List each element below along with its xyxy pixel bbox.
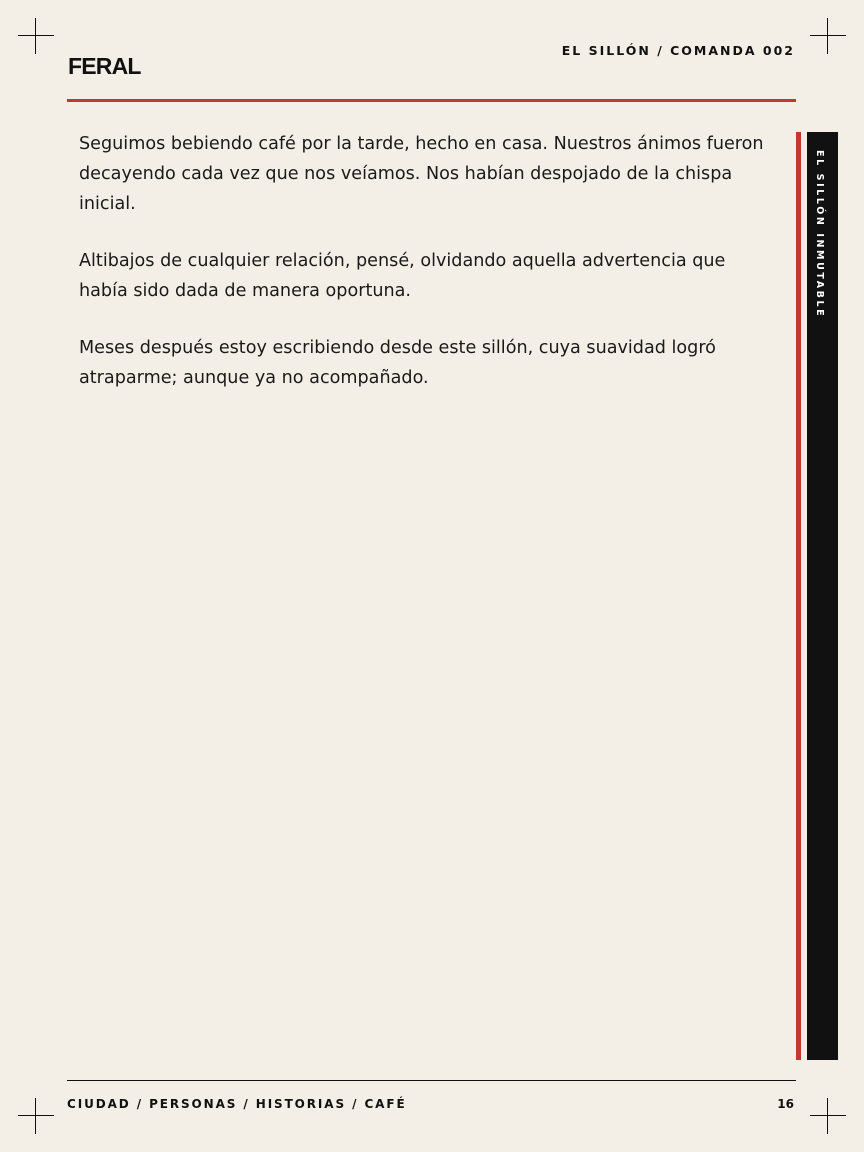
header-rule [67,99,796,102]
sidebar-title: EL SILLÓN INMUTABLE [814,150,825,319]
crop-mark-top-right [810,18,846,54]
paragraph-2: Altibajos de cualquier relación, pensé, olvidando aquella advertencia que había sido dada de manera oportuna. [79,251,726,301]
crop-mark-bottom-left [18,1098,54,1134]
article-body [79,129,769,420]
paragraph-3: Meses después estoy escribiendo desde este sillón, cuya suavidad logró atraparme; aunque ya no acompañado. [79,338,716,388]
magazine-logo: FERAL [68,52,141,80]
crop-mark-top-left [18,18,54,54]
page-number: 16 [777,1097,794,1111]
crop-mark-bottom-right [810,1098,846,1134]
running-head: EL SILLÓN / COMANDA 002 [561,43,795,58]
paragraph-1: Seguimos bebiendo café por la tarde, hecho en casa. Nuestros ánimos fueron decayendo cada vez que nos veíamos. Nos habían despojado de la chispa inicial. [79,134,764,214]
sidebar-accent-stripe [796,132,801,1060]
footer-sections: CIUDAD / PERSONAS / HISTORIAS / CAFÉ [67,1097,407,1111]
footer-rule [67,1080,796,1081]
